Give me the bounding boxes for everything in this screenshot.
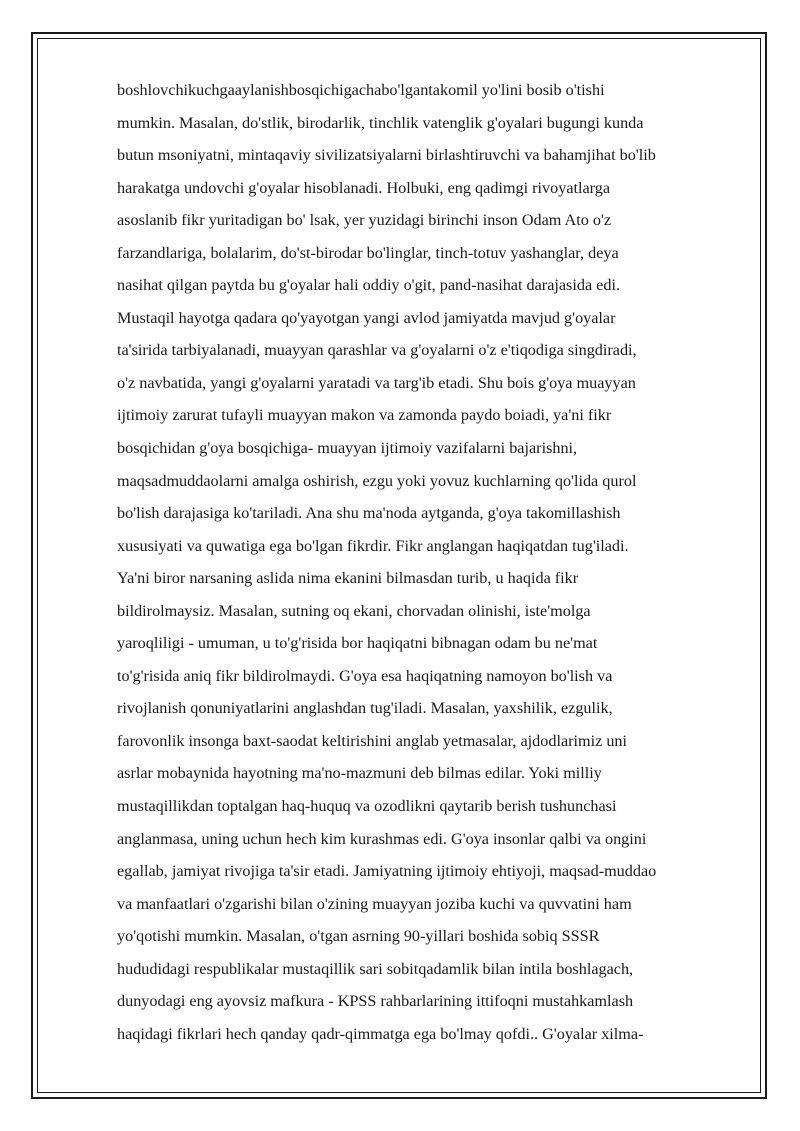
text-line: asrlar mobaynida hayotning ma'no-mazmuni deb bilmas edilar. Yoki milliy xyxy=(117,764,602,783)
text-line: hududidagi respublikalar mustaqillik sari sobitqadamlik bilan intila boshlagach, xyxy=(117,959,634,978)
text-line: asoslanib fikr yuritadigan bo' lsak, yer yuzidagi birinchi inson Odam Ato o'z xyxy=(117,211,612,230)
text-line: boshlovchikuchgaaylanishbosqichigachabo'lgantakomil yo'lini bosib o'tishi xyxy=(117,81,605,99)
text-line: haqidagi fikrlari hech qanday qadr-qimmatga ega bo'lmay qofdi.. G'oyalar xilma- xyxy=(117,1024,644,1043)
text-line: mumkin. Masalan, do'stlik, birodarlik, tinchlik vatenglik g'oyalari bugungi kunda xyxy=(117,113,644,132)
text-line: mustaqillikdan toptalgan haq-huquq va ozodlikni qaytarib berish tushunchasi xyxy=(117,797,617,816)
text-line: bo'lish darajasiga ko'tariladi. Ana shu ma'noda aytganda, g'oya takomillashish xyxy=(117,504,621,523)
text-line: dunyodagi eng ayovsiz mafkura - KPSS rahbarlarining ittifoqni mustahkamlash xyxy=(117,992,634,1011)
text-line: yo'qotishi mumkin. Masalan, o'tgan asrning 90-yillari boshida sobiq SSSR xyxy=(117,927,600,946)
text-line: butun msoniyatni, mintaqaviy sivilizatsiyalarni birlashtiruvchi va bahamjihat bo'lib xyxy=(117,146,656,165)
text-line: ijtimoiy zarurat tufayli muayyan makon va zamonda paydo boiadi, ya'ni fikr xyxy=(117,406,612,425)
text-line: anglanmasa, uning uchun hech kim kurashmas edi. G'oya insonlar qalbi va ongini xyxy=(117,829,647,848)
text-line: rivojlanish qonuniyatlarini anglashdan tug'iladi. Masalan, yaxshilik, ezgulik, xyxy=(117,699,613,718)
text-line: o'z navbatida, yangi g'oyalarni yaratadi va targ'ib etadi. Shu bois g'oya muayyan xyxy=(117,373,636,392)
text-line: bosqichidan g'oya bosqichiga- muayyan ijtimoiy vazifalarni bajarishni, xyxy=(117,439,578,458)
text-line: harakatga undovchi g'oyalar hisoblanadi. Holbuki, eng qadimgi rivoyatlarga xyxy=(117,178,611,197)
text-line: nasihat qilgan paytda bu g'oyalar hali oddiy o'git, pand-nasihat darajasida edi. xyxy=(117,276,621,295)
text-line: xususiyati va quwatiga ega bo'lgan fikrdir. Fikr anglangan haqiqatdan tug'iladi. xyxy=(117,536,629,555)
text-line: va manfaatlari o'zgarishi bilan o'zining muayyan joziba kuchi va quvvatini ham xyxy=(117,894,632,913)
text-line: Mustaqil hayotga qadara qo'yayotgan yangi avlod jamiyatda mavjud g'oyalar xyxy=(117,308,616,327)
text-line: Ya'ni biror narsaning aslida nima ekanini bilmasdan turib, u haqida fikr xyxy=(117,569,579,588)
text-line: ta'sirida tarbiyalanadi, muayyan qarashlar va g'oyalarni o'z e'tiqodiga singdiradi, xyxy=(117,341,637,360)
text-line: farzandlariga, bolalarim, do'st-birodar bo'linglar, tinch-totuv yashanglar, deya xyxy=(117,243,619,262)
text-line: egallab, jamiyat rivojiga ta'sir etadi. Jamiyatning ijtimoiy ehtiyoji, maqsad-muddao xyxy=(117,862,657,881)
text-line: to'g'risida aniq fikr bildirolmaydi. G'oya esa haqiqatning namoyon bo'lish va xyxy=(117,666,613,685)
text-line: bildirolmaysiz. Masalan, sutning oq ekani, chorvadan olinishi, iste'molga xyxy=(117,601,591,620)
text-line: farovonlik insonga baxt-saodat keltirishini anglab yetmasalar, ajdodlarimiz uni xyxy=(117,731,628,750)
body-text xyxy=(117,74,747,1050)
text-line: maqsadmuddaolarni amalga oshirish, ezgu yoki yovuz kuchlarning qo'lida qurol xyxy=(117,471,637,490)
text-line: yaroqliligi - umuman, u to'g'risida bor haqiqatni bibnagan odam bu ne'mat xyxy=(117,634,598,653)
